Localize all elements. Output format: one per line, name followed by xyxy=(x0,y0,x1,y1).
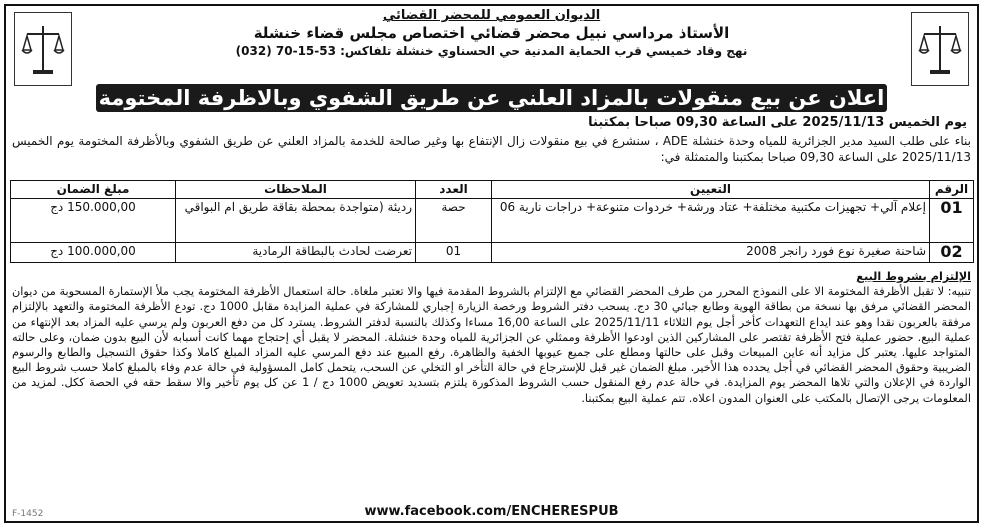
justice-logo-left xyxy=(14,12,72,86)
row-qty: 01 xyxy=(416,243,492,263)
letterhead xyxy=(86,8,897,60)
items-table xyxy=(10,180,974,263)
justice-logo-right xyxy=(911,12,969,86)
intro-paragraph: بناء على طلب السيد مدير الجزائرية للمياه وحدة خنشلة ADE ، سنشرع في بيع منقولات زال الإنتفاع بها وغير صالحة للخدمة بالمزاد العلني عن طريق الشفوي وبالأظرفة المختومة يوم الخميس 2025/11/13 على الساعة 09,30 صباحا بمكتبنا والمتمثلة في: xyxy=(12,134,971,164)
header-designation: التعيين xyxy=(492,181,930,199)
facebook-link[interactable]: www.facebook.com/ENCHERESPUB xyxy=(364,504,619,519)
row-num: 01 xyxy=(930,199,974,243)
row-notes: تعرضت لحادث بالبطاقة الرمادية xyxy=(176,243,416,263)
conditions-text: تنبيه: لا تقبل الأظرفة المختومة الا على النموذج المحرر من طرف المحضر القضائي مع الإلتزام بالشروط المقدمة فيها والا تعتبر ملغاة. حالة استعمال الأظرفة المختومة يجب ملأ الإستمارة المسحوبة من ديوان المحضر القضائي مرفق بها نسخة من بطاقة الهوية وطابع جبائي 30 دج. يسحب دفتر الشروط ورخصة الزيارة إجباري للمشاركة في عملية المزايدة مقابل 1000 دج. تودع الأظرفة المختومة والتعهد بالإلتزام مرفقة بالعربون نقدا وهو عند ايداع التعهدات كأخر أجل يوم الثلاثاء 2025/11/11 على الساعة 16,00 مساءا وكذلك بالنسبة لدفتر الشروط. يسترد كل من دفع العربون ولم يرسي عليه المزاد بعد الإنتهاء من عملية البيع. حضور عملية فتح الأظرفة تقتصر على المشاركين الذين اودعوا الأظرفة وممثلي عن الجزائرية للمياه وحدة خنشلة. المحضر لا يقبل أي إحتجاج مهما كانت أسبابه لأن البيع بدون ضمان، وعلى حالته المتواجد عليها. يعتبر كل مزايد أنه عاين المبيعات وقبل على حالتها ومطلع على جميع عيوبها الخفية والظاهرة. رفع المبيع عند دفع المرسي عليه المزاد المبلغ كاملا وكذا حقوق التسجيل والطابع والرسوم الضريبية وحقوق المحضر القضائي في أجل يحدده هذا الأخير. مبلغ الضمان غير قبل للإسترجاع في حالة التأخر او التخلي عن السحب، يتحمل كامل المسؤولية في حالة عدم وفاء بالمبلغ كاملا حسب شروط البيع الواردة في الإعلان والتي تلاها المحضر يوم المزايدة. في حالة عدم رفع المنقول حسب الشروط المذكورة يلتزم بتسديد تعويض 1000 دج / 1 عن كل يوم تأخير والا سقط حقه في الحصة ككل. لمزيد من المعلومات يرجى الإتصال بالمكتب على العنوان المدون اعلاه. تتم عملية البيع بمكتبنا. xyxy=(12,285,972,405)
sale-conditions xyxy=(12,269,971,406)
row-notes: رديئة (متواجدة بمحطة بقاقة طريق ام البواقي xyxy=(176,199,416,243)
row-price: 100.000,00 دج xyxy=(11,243,176,263)
bailiff-name: الأستاذ مرداسي نبيل محضر قضائي اختصاص مجلس قضاء خنشلة xyxy=(253,24,730,42)
table-header-row xyxy=(11,181,974,199)
row-designation: إعلام آلي+ تجهيزات مكتبية مختلفة+ عتاد ورشة+ خردوات متنوعة+ دراجات نارية 06 xyxy=(492,199,930,243)
conditions-title: الإلتزام بشروط البيع xyxy=(856,270,971,283)
header-price: مبلغ الضمان xyxy=(11,181,176,199)
header-notes: الملاحظات xyxy=(176,181,416,199)
header-qty: العدد xyxy=(416,181,492,199)
scales-of-justice-icon xyxy=(918,20,962,78)
row-price: 150.000,00 دج xyxy=(11,199,176,243)
table-row xyxy=(11,243,974,263)
scales-of-justice-icon xyxy=(21,20,65,78)
announcement-title: اعلان عن بيع منقولات بالمزاد العلني عن طريق الشفوي وبالاظرفة المختومة xyxy=(96,84,887,112)
announcement-page xyxy=(4,4,979,523)
reference-code: F-1452 xyxy=(12,509,44,519)
row-num: 02 xyxy=(930,243,974,263)
table-row xyxy=(11,199,974,243)
office-address: نهج وقاد خميسي قرب الحماية المدنية حي الحسناوي خنشلة تلفاكس: 53-15-70 (032) xyxy=(235,44,748,58)
auction-date: يوم الخميس 2025/11/13 على الساعة 09,30 صباحا بمكتبنا xyxy=(588,115,967,130)
header-num: الرقم xyxy=(930,181,974,199)
office-name: الديوان العمومي للمحضر القضائي xyxy=(382,8,601,23)
row-designation: شاحنة صغيرة نوع فورد رانجر 2008 xyxy=(492,243,930,263)
row-qty: حصة xyxy=(416,199,492,243)
